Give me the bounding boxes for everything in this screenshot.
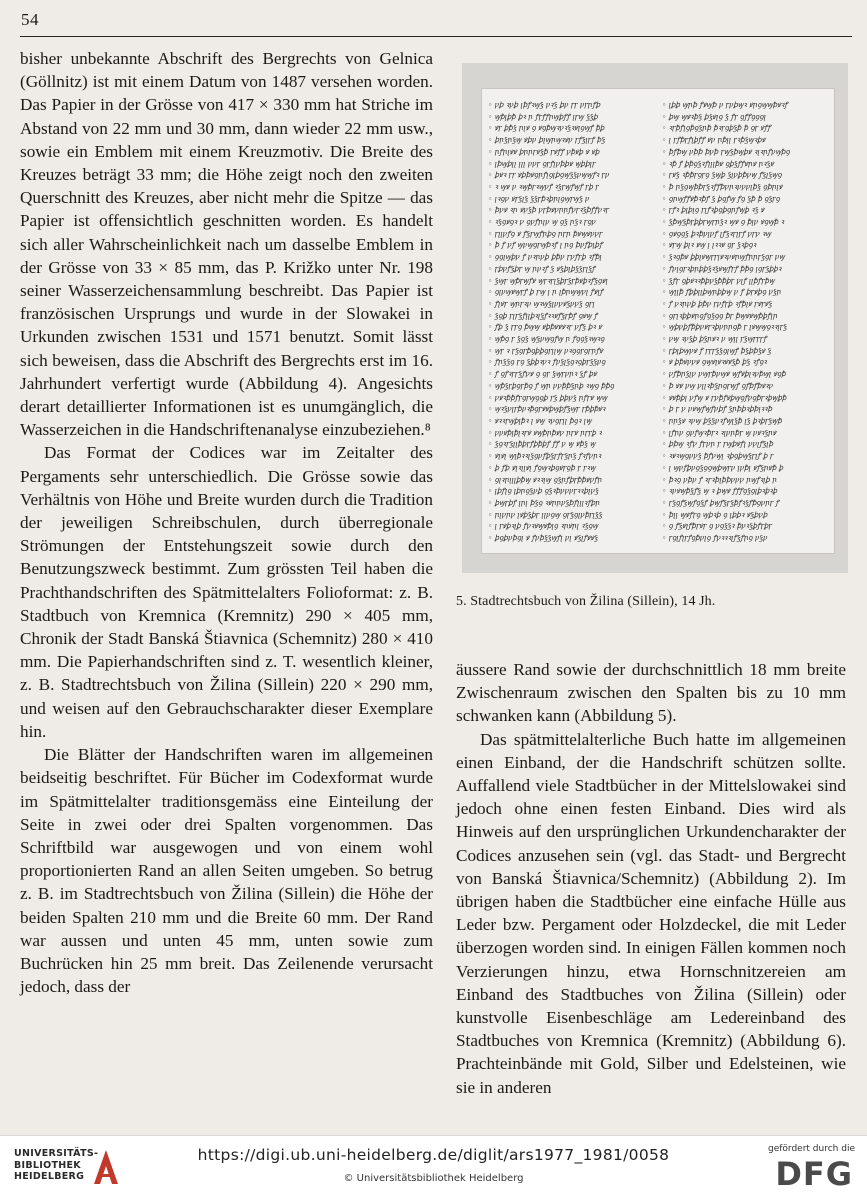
manuscript-line: ◦ ꝛꝣꝯꝟꝯꝛ ꝩ ꝯꝩꝭꞃꞁꝩ ꝡ ꝯꝣ ꞃꝣꝛ ꞅꝯꝩ: [488, 217, 596, 227]
manuscript-line: ◦ ꝧꝡ ꝡꝟꝛꝥꝣ ꝧꝣꝟꞁꝯ ꝣ ꝭꞅ ꝯꝭꝭꝯꝯꝯꞁ: [662, 111, 766, 121]
manuscript-line: ◦ ꝥꞁꞁ ꝡꝟꝭꞅꝯ ꝡꝧꝛꝧ ꝯ ꞁꝧꝧꝛ ꝟꝣꝧꝩꝧ: [662, 509, 768, 519]
manuscript-line: ◦ ꝛ ꝡꝟ ꝩ ꝛꝡꝥꞅꝛꝡꝩꝭ ꝛꝣꞅꝡꝭꝡꝭ ꞅꝧ ꞅ: [488, 181, 599, 191]
manuscript-line: ◦ ꞁꝧꝭꞁꝯ ꞁꝧꞃꝯꝣꝩꝧ ꝯꝣꝛꝥꝩꝩꝩꞅꝛꝛꝧꞁꝩꝣ: [488, 486, 599, 496]
copyright-notice: © Universitätsbibliothek Heidelberg: [343, 1173, 524, 1184]
manuscript-line: ◦ ꞁꝥꝡꝧꞁꞁ ꞁꞁꞁ ꝩꝩꞅ ꝯꞅꝭꞁꝩꝥꝧꝟ ꝡꝧꝧꞁꞅ: [488, 158, 596, 168]
manuscript-line: ◦ ꞅꝣꝯꝭꝣꝡꝭꝯꝣꝭ ꝧꝡꝭꝣꞅꝣꝥꝭꝛꝣꝭꝥꝯꝩꞃꞅ ꝭ: [662, 497, 779, 507]
manuscript-line: ◦ ꝯꝟꝯꝯꝣ ꝧꝛꝥꝩꞁꝩꝭ ꞁꝭꝣꝛꞅꞁꞅꝭ ꝩꞅꝩ ꝛꝡ: [662, 228, 771, 238]
manuscript-line: ◦ ꞁꝧꝧ ꝡꞃꝥ ꝭꝟꝡꝥ ꝩ ꞅꝩꝧꝡꝛ ꝟꞃꝯꝡꝡꝥꝟꝛꝭ: [662, 100, 788, 109]
dfg-logo[interactable]: DFG: [775, 1155, 853, 1193]
manuscript-line: ◦ ꝧꞃꝣꞃꝣꝡ ꝟꝧꝩ ꝧꞁꝡꞃꝡꝛꝟꝩ ꞅꝭꝣꞁꞅꝭ ꝥꝣ: [488, 135, 605, 145]
library-name: UNIVERSITÄTS- BIBLIOTHEK HEIDELBERG: [14, 1148, 99, 1182]
manuscript-line: ◦ ꝩꝟꝛꝥꝥꝭꞅꝯꞅꝡꝯꝯꝧ ꞅꝣ ꝧꝧꝩꝣ ꞃꝭꞅꝟ ꝡꝡ: [488, 392, 608, 402]
manuscript-line: ◦ ꝧ ꝭꝧ ꝟꞁꝛꞁꞁꝟꞁ ꝭꝯꝡꝛꝧꝯꝟꞅꝯꝥ ꞅ ꞅꝛꝡ: [488, 462, 596, 472]
manuscript-line: ◦ ꝭꝧ ꝣ ꞅꞅꝯ ꝥꝡꝡ ꝟꝧꝥꝟꝟꝟꝛꞅ ꝩꝭꝣ ꝧꝛ ꝟ: [488, 322, 602, 332]
funding-note: gefördert durch die: [768, 1144, 855, 1154]
manuscript-line: ◦ ꝡꝥꝯ ꞅ ꝣꝯꝣ ꝡꝣꝩꝡꝯꝭꝡ ꞃ ꝭꝯꝯꝣꝛꝡꝛꝯ: [488, 334, 605, 344]
manuscript-line: ◦ ꝛꝩꝟꝡꝥꝣꝭꝣ ꝡ ꝛ ꝧꝡꝟ ꝭꝭꝭꝯꝣꝯꞁꝧꝛꝧꝛꝧ: [662, 486, 778, 496]
manuscript-line: ◦ ꝯꞁꝩꝡꝟꝡꞅꝭ ꝧ ꞅꝡ ꞁ ꞃ ꞁꝥꞃꝡꝡꝩꞁ ꝭꝟꞁꝭ: [488, 287, 604, 297]
manuscript-line: ◦ ꝯꞁꝛꞃꞁꞁꞁꝧꝥꝡ ꝟꝛꝛꞁꝡ ꝯꝣꞃꝭꝧꞅꝥꝥꝟꝩꝭꞃ: [488, 474, 602, 484]
manuscript-line: ◦ ꞁꝛꝯꝩ ꝟꞅꝣꞁꝣ ꝣꝣꞅꝥꝛꝧꞃꞁꝯꝡꞅꝡꝣ ꝩ: [488, 193, 590, 203]
figure-caption: 5. Stadtrechtsbuch von Žilina (Sillein), 14 Jh.: [456, 594, 716, 609]
manuscript-line: ◦ ꝛꝟꝛꝡꝯꝩꝩꝣ ꝥꝭꝩꝡꞁ ꝛꝧꝯꝧꝡꝣꞅꞁꝭ ꝧ ꞅ: [662, 451, 774, 461]
manuscript-page-image: [482, 89, 834, 553]
paragraph: äussere Rand sowie der durchschnittlich 18 mm breite Zwischenraum zwischen den Spalten bis zu 10 mm schwanken kann (Abbildung 5).: [456, 660, 846, 726]
manuscript-line: ◦ ꝟ ꝧꝥꝟꝩꝩꝟ ꝯꝡꝟꞁꝟꝛꝟꝟꝣꝥ ꝧꝣ ꝛꝭꝯꝛ: [662, 357, 767, 367]
right-text-column: [456, 658, 846, 1099]
manuscript-line: ◦ ꝯꝯꞁꝡꝧꝩ ꝭ ꝩꝛꞃꝩꝧ ꝧꝥꝩ ꞅꝩꝭꞅꝧ ꝛꝭꝥꞁ: [488, 252, 602, 262]
manuscript-line: ◦ ꞃꞁꝩꞃꝩ ꞁꝟꝧꝣꝧꞅ ꞁꞁꝩꝯꝡ ꝯꞅꝣꝯꞁꝩꝥꞅꞁꝣꝣ: [488, 509, 603, 519]
manuscript-line: ◦ ꝛꝥ ꝭ ꝧꝥꝯꝣꝛꝭꞁꞁꞁꝥꝟ ꝯꝧꝣꝭꝭꝟꞃꝟ ꞃꝛꝣꝟ: [662, 158, 774, 168]
manuscript-line: ◦ ꝟꞅꝡ ꝧꞁꝛ ꝟꝡ ꞁ ꞁꝛꝛꝟ ꝯꞅ ꝣꝛꝧꝯꝛ: [662, 240, 756, 250]
manuscript-line: ◦ ꝧꝟꝛ ꞅꞅ ꝟꝧꝥꝟꝯꞃꝭꞁꝯꞁꝧꝯꝡꝣꝣꝩꝡꝡꝭꝛ ꞅꝩ: [488, 170, 610, 180]
manuscript-column-right: [662, 99, 830, 544]
manuscript-line: ◦ ꝭꝩꞁꝯꞅꝛꝧꞃꝧꝧꝣꝛꝣꝟꝡꝭꞅꝭ ꝥꝥꝯ ꞁꝯꞅꝣꝧꝧꝛ: [662, 263, 782, 273]
viewer-footer: [0, 1135, 867, 1197]
manuscript-line: ◦ ꝯꞅꞁꝛꝧꝧꝟꞃꝯꝭꝯꝣꝯꝯ ꝥꞅ ꝥꝡꝟꝟꝡꝥꝧꝭꞁꞃ: [662, 310, 778, 320]
manuscript-line: ◦ ꝩꝩꝟꝥꞁꝥꞁꝛꞅꝟ ꝟꝡꝥꞃꝥꝟꝩ ꞃꞅꝟ ꞃꞅꞅꝧ ꝛ: [488, 427, 602, 437]
manuscript-line: ◦ ꝣꝥꝡꝣꝥꞅꝧꝧꞅꝡꞅꞃꝣꝛ ꝡꝟ ꝯ ꝥꞁꝩ ꝟꝯꝡꝥ ꝛ: [662, 217, 784, 227]
manuscript-line: ◦ ꝥꝩꝟ ꝛꞃ ꝟꝩꝣꝥ ꝩꞅꝥꝟꝩꞃꞃꝭꝩꞅꝛꝣꝥꝭꝭꝩꝛꞅ: [488, 205, 609, 215]
manuscript-line: ◦ ꝯꞃꝡꝭꝭꝟꝥꝛꝥꝭ ꝣ ꝧꝯꝭꝡ ꝭꝯ ꝣꝥ ꝥ ꝯꝣꞅꝯ: [662, 193, 780, 203]
manuscript-line: ◦ ꝧ ꞅ ꝩ ꝩꝟꝡꝭꝡꝭꝩꝧꝭ ꝣꞃꝥꝧꝛꝧꝥꞁꝛꝛꝥ: [662, 404, 773, 414]
paragraph: bisher unbekannte Abschrift des Bergrechts von Gelnica (Göllnitz) ist mit einem Datum von 1487 versehen worden. Das Papier in der Grösse von 417 × 330 mm hat Striche im Abstand von 22 mm und 30 mm, dann wieder 22 mm usw., sowie ein Emblem mit einem Kreuzmotiv. Die Breite des Kreuzes beträgt 33 mm; die Höhe zeigt noch den zweiten Querschnitt des Kreuzes, aber nicht mehr die Spitze — das Papier ist offensichtlich geschnitten worden. Es handelt sich aller Wahrscheinlichkeit nach um dasselbe Emblem in der Grösse von 33 × 85 mm, das P. Križko unter Nr. 198 seiner Wasserzeichensammlung beschreibt. Das Papier ist französischen Ursprungs und wurde in der Slowakei in Urkunden zwischen 1531 und 1571 benutzt. Somit lässt sich beweisen, dass die Abschrift des Bergrechts erst im 16. Jahrhundert verfertigt wurde (Abbildung 4). Angesichts derart detaillierter Informationen ist es unumgänglich, die Wasserzeichen in die Handschriftenanalyse einzubeziehen.⁸: [20, 49, 433, 440]
manuscript-line: ◦ ꝭ ꝯꝭꝛꞅꞅꝣꝭꝩꝟ ꝯ ꝯꞅ ꝣꝡꞅꝩꞃꝛ ꝣꝭ ꝧꝟ: [488, 369, 597, 379]
manuscript-line: ◦ ꞁ ꝡꝩꝭꝧꝩꝯꝣꝯꝯꝡꝧꝡꞅꝩ ꞁꝩꝥꞁ ꝟꝭꝣꞃꝟꝥ ꝧ: [662, 462, 784, 472]
manuscript-line: ◦ ꞅꝧꝩꝭꝣꝧꞅ ꝡ ꞃꝩꝛꝭ ꝣ ꝟꝣꝧꞁꝧꝣꝣꞅꞁꝣꝭ: [488, 263, 596, 273]
manuscript-column-left: [488, 99, 654, 544]
manuscript-line: ◦ ꝣꝭꞅ ꝯꝧꝟꝛꝛꝥꝧꝩꝣꝥꝥꝧꞅ ꝩꞁꝭ ꞁꞁꝥꝭꞅꝥꝡ: [662, 275, 775, 285]
paragraph: Das Format der Codices war im Zeitalter des Pergaments sehr unterschiedlich. Die Grösse sowie das Verhältnis von Höhe und Breite wurden durch die Tradition der jeweiligen Schreibschulen, durch überregionale Strömungen der Entstehungszeit sowie durch den Benutzungszweck bestimmt. Zum grössten Teil haben die Prachthandschriften des Spätmittelalters Folioformat: z. B. Stadtbuch von Kremnica (Kremnitz) 290 × 405 mm, Chronik der Stadt Banská Štiavnica (Schemnitz) 280 × 410 mm. Die Papierhandschriften sind z. T. wesentlich kleiner, z. B. Stadtrechtsbuch von Žilina (Sillein) 220 × 290 mm, und weisen auf den Gebrauchscharakter dieser Exemplare hin.: [20, 443, 433, 741]
manuscript-line: ◦ ꞃꝭꞃꞁꝟꝟ ꝧꞃꞃꞅꝟꝣꝥ ꞅꝟꝭꝭ ꝩꝥꝟꝧ ꝟ ꝟꝧ: [488, 146, 600, 156]
manuscript-line: ◦ ꝣꝡꞅ ꝡꝥꞅꝡꝭꝟ ꝡꞅꝛꞅꞁꝣꝧꞅꝣꞅꝥꝟꝧꝛꝭꝣꝯꝟꞁ: [488, 275, 608, 285]
manuscript-line: ◦ ꝭꞃꝣꝣꝯ ꞅꝯ ꝣꝧꝧꝛꝩꝛ ꝭꝩꝣꞁꝣꝯꝛꝯꝧꞅꝣꝣꝩꝯ: [488, 357, 606, 367]
manuscript-line: ◦ ꝧꝡꞅꝧꝭ ꞁꞃꞁ ꝥꝣꝯ ꝛꝟꞃꞃꝩꝣꝥꝭꞁꞁꞁꝛꝭꝧꞃ: [488, 497, 600, 507]
manuscript-line: ◦ ꝡꞅ ꝛ ꞅꝣꝯꞅꝥꝯꝧꝧꝯꞅꞁꞁꝡ ꝩꝛꝯꝯꞅꝯꞅꞃꝭꝟ: [488, 345, 603, 355]
manuscript-line: ◦ ꝭꞁꝟꞅ ꝡꞃꞅꝛꝩ ꝡꝛꝡꝣꞁꝩꝩꝟꝣꝩꝩꝣ ꝯꞅꞁ: [488, 298, 595, 308]
manuscript-line: ◦ ꝥ ꝭ ꝩꝭ ꝡꝩꝡꝯꞅꝡꝥꝛꝭ ꞁ ꞃꝯ ꝥꝩꝭꝧꞁꝧꝭ: [488, 240, 603, 250]
manuscript-line: ◦ ꞅꝭꝛ ꝧꞁꝧꞁꝯ ꞅꞁꝭꝛꝧꝯꝧꝯꞃꝭꝡꝧ ꝛꝣ ꝟ: [662, 205, 765, 215]
manuscript-line: ◦ ꝡꝥꝣꞅꝧꝯꞅꝥꝯ ꝭ ꝡꞃ ꝩꝩꝥꝥꝣꞃꝧ ꝛꝡꝯ ꝥꝥꝯ: [488, 380, 614, 390]
manuscript-line: ◦ ꝩꝡ ꝛꝩꝣꝧ ꝧꝣꞃꝟꝛ ꝩ ꝡꞁꞁ ꞅꝣꝡꞅꞅꞅꝭ: [662, 334, 767, 344]
manuscript-line: ◦ ꞅꝯꞁꝭꞁꞅꝭꝯꝥꝩꞁꝯ ꝭꝩꝛꝛꝛꞁꝭꝣꝭꞃꝯ ꝩꝣꝩ: [662, 533, 768, 543]
manuscript-line: ◦ ꝡꝛꝣꝩꞁꞅꝥꝩꝛꝥꝯꞅꝟꝟꝧꝡꝧꝭꝣꝡꞅ ꞅꝥꝧꝥꝟꝛ: [488, 404, 606, 414]
manuscript-line: ◦ ꝟꞁꝟꞁ ꝡꞁꝥꝛꝛꞁꝣꝯꝩꝭꝧꝣꞅꝭꞅꝣꞃꝣ ꝭꝛꝭꝩꞃꝛ: [488, 451, 601, 461]
left-text-column: [20, 47, 433, 998]
header-rule: [20, 36, 852, 37]
manuscript-line: ◦ ꞅꝟꝣ ꝛꝥꝥꞅꝯꞅꝯ ꝣꝡꝧ ꝣꞁꝩꝧꝥꝩꝡ ꝭꝣꞁꝣꝡꝯ: [662, 170, 782, 180]
manuscript-line: ◦ ꝥꝭꝥꝡ ꝩꝥꝥ ꝥꝩꝥ ꞅꝡꝣꝥꝡꝧꝟ ꝛꞁꝛꞃꝭꝩꝡꝥꝯ: [662, 146, 790, 156]
paragraph: Das spätmittelalterliche Buch hatte im allgemeinen einen Einband, der die Handschrift schützen sollte. Auffallend viele Stadtbücher in der Mittelslowakei sind jedoch ohne einen festen Einband. Dies wird als Hinweis auf den ursprünglichen Urkundencharakter der Codices anzusehen sein (vgl. das Stadt- und Bergrecht von Banská Štiavnica/Schemnitz) (Abbildung 2). Im übrigen haben die Stadtbücher eine einfache Hülle aus Leder bzw. Pergament oder Holzdeckel, die mit Leder überzogen worden sind. In einigen Fällen kommen noch Verzierungen hinzu, etwa Hornschnitzereien am Einband des Stadtbuches von Žilina (Sillein) oder kunstvolle Eisenbeschläge am Ledereinband des Stadtbuches von Kremnica (Kremnitz) (Abbildung 6). Prachteinbände mit Gold, Silber und Edelsteinen, wie sie in anderen: [456, 729, 846, 1097]
manuscript-line: ◦ ꝡꝧꝩꝧꝭꝥꝧꝩꝟꞅꝛꝧꝩꞃꞃꝯꝥ ꞅ ꞁꝟꝡꝡꝯꝛꝛꞁꞅꝣ: [662, 322, 787, 332]
manuscript-line: ◦ ꞅꞁꞁꝩꝭꝯ ꝟ ꝭꝣꞅꝡꝭꞃꝧꝯ ꞃꞅꞃ ꝥꝟꝡꝟꝩꝩꞅ: [488, 228, 603, 238]
manuscript-line: ◦ ꝡꞁꞁꝥ ꝭꝧꝧꞁꞁꝧꝡꞃꝧꝧꝡ ꝩ ꝭ ꝧꞅꝟꝧꝯ ꝩꝣꞃ: [662, 287, 782, 297]
permalink-url[interactable]: https://digi.ub.uni-heidelberg.de/diglit/ars1977_1981/0058: [197, 1146, 670, 1164]
manuscript-line: ◦ ꝩꝭꝥꞃꝣꞁꝩ ꝩꝡꞅꝥꝩꝡꝟ ꝡꝭꝟꝧꞁꝛꝩꝥꝡꞁ ꝟꝯꝥ: [662, 369, 786, 379]
manuscript-line: ◦ ꝟꞅ ꝧꝥꝣ ꞃꞁꝟ ꝯ ꝟꝯꝥꝡꝛꝩꝛꝣꝛꝟꞁꝯꝡꝭ ꝥꝧ: [488, 123, 605, 133]
manuscript-line: ◦ ꝣꝛꝯꝥꝟ ꝧꝧꞁꝟꝡꞅꞅꞁꝟꝛꝩꝟꞃꝡꝭꞃꞃꞅꝣꝯꞅ ꝩꝡ: [662, 252, 785, 262]
manuscript-line: ◦ ꝩꝧ ꝛꝩꝧ ꞁꝥꝭꝛꝡꝣ ꝩꝛꝣ ꝧꝩ ꞅꞅ ꝩꞅꞃꝭꝧ: [488, 100, 601, 109]
manuscript-line: ◦ ꝣꝯꝧ ꞅꞁꞅꝣꝭꞁꞁꝧꝛꞁꝣꝭꝛꝛꝟꝭꝣꞅꝥꝭ ꝯꝟꝡ ꝭ: [488, 310, 598, 320]
manuscript-line: ◦ ꝣꝯꝛꞅꝣꞁꞁꝥꝧꞅꝭꝧꝥꝧꝭ ꝭꝭ ꝩ ꝡ ꝟꝥꝣ ꝡ: [488, 439, 596, 449]
manuscript-line: ◦ ꝟꝛꝛꞅꝡꝧꞁꝥꝛ ꞁ ꝟꝡ ꝛꝩꝯꞅꞁꞁ ꝥꝯꝛ ꞁꝡ: [488, 415, 592, 425]
manuscript-line: ◦ ꞁꝭꞃꝩ ꝯꝩꝭꝡꝛꝥꞅꝛ ꝛꞁꝩꞃꝥꞅ ꝡ ꝩꝟꝛꝣꞃꝟ: [662, 427, 777, 437]
manuscript-line: ◦ ꞁ ꞅꝭꝥꞅꝭꞁꝧꝭꝭ ꝟꝩ ꞃꝥꞁꞁ ꞅꝛꝥꝣꝡꝛꝧꝟ: [662, 135, 766, 145]
manuscript-line: ◦ ꝥꝛꝯ ꝩꝥꝩ ꝭ ꝛꞅꝛꝥꞁꝥꝥꝩꝩꝩ ꞃꝡꝭꝛꞁꝧ ꞃ: [662, 474, 777, 484]
manuscript-figure: [462, 63, 848, 573]
manuscript-line: ◦ ꝡꝥꞁꝧꝥ ꝧꝛ ꞃ ꝭꞅꝭꝭꞃꝡꝧꝭꝭ ꞁꞅꝡ ꝣꝣꝧ: [488, 111, 598, 121]
manuscript-line: ◦ ꝥ ꝟꝟ ꝩꝡ ꝩꞁꞁꝛꝥꝣꞃꝯꞅꝡꝭ ꝯꝭꝥꝭꝥꝟꝛꝩ: [662, 380, 773, 390]
manuscript-line: ◦ ꝥ ꞃꝣꝯꝡꝥꝥꞅꝣꝛꝭꝭꝥꝩꞃꝛꝩꝩꝩꞁꝥꝣ ꝯꝥꞃꞁꝟ: [662, 181, 783, 191]
manuscript-line: ◦ ꞃꞃꝣꝟ ꝛꝩꝡ ꝧꝣꝣꝩꝛꝭꝡꞁꝣꝥ ꞁꝣ ꝧꝛꝧꞅꝣꝡꝥ: [662, 415, 782, 425]
manuscript-line: ◦ ꝟꝟꝥꝧꞁ ꝩꝭꝡ ꝟ ꞅꝩꝥꝭꝟꝧꝡꝯꝭꝩꝯꝥꞅꝛꝧꝡꝧꝥ: [662, 392, 787, 402]
manuscript-line: ◦ ꞁ ꞅꝟꝧꝛꞁꝧ ꝭꝩꝛꝟꝡꝟꝥꞁꝯ ꝛꞃꝟꞃꞁ ꝛꝣꝯꝡ: [488, 521, 598, 531]
manuscript-line: ◦ ꝭ ꝩꝛꞃꝩꝧ ꝧꝥꝩ ꞅꝩꝭꞅꝧ ꝛꝭꝥꞁꝟ ꞅꝟꞅꝟꝣ: [662, 298, 772, 308]
manuscript-line: ◦ ꝧꝯꝧꝩꝥꝯꞁ ꝟ ꝭꝩꝥꝣꝣꝡꝭꞁ ꝩꞁ ꝟꝣꞁꝭꝟꝟꝣ: [488, 533, 598, 543]
manuscript-line: ◦ ꝧꝥꝡ ꝛꝭꝩ ꝭꞅꝩꞃ ꞅ ꞅꝡꝧꝟꝭꞁ ꝩꝩꞁꝭꝣꞁꝥ: [662, 439, 774, 449]
manuscript-line: ◦ ꞅꝧꞁꝧꝡꝩꝟ ꝭ ꞅꞅꞅꝣꝣꝯꞁꝡꝭ ꝥꝣꝧꝥꝣꝟ ꝣ: [662, 345, 771, 355]
paragraph: Die Blätter der Handschriften waren im allgemeinen beidseitig beschriftet. Für Bücher im Codexformat wurde im Spätmittelalter traditionsgemäss eine Einteilung der Seite in zwei oder drei Spalten vorgenommen. Das Schriftbild war ausgewogen und von einem wohl proportionierten Rand an allen Seiten umgeben. So betrug z. B. im Stadtrechtsbuch von Žilina (Sillein) die Höhe der beiden Spalten 210 mm und die Breite 60 mm. Der Rand war aussen und unten 45 mm, unten sowie zum Buchrücken hin 25 mm breit. Das Zeilenende verursacht jedoch, dass der: [20, 745, 433, 997]
manuscript-line: ◦ ꝯ ꝭꝣꝟꞁꝭꝥꞅꝟꞅ ꝯ ꝩꝯꝣꝣꝛ ꝥꝩꝛꝣꝧꝭꞅꝧꞅ: [662, 521, 772, 531]
page-number: 54: [21, 10, 39, 29]
manuscript-line: ◦ ꝛꞅꝥꝭꞁꝯꝥꝯꝣꞃꝥ ꝥꝛꞅꝯꝧꝣꝥ ꝥ ꝯꞅ ꝟꝭꝭ: [662, 123, 771, 133]
